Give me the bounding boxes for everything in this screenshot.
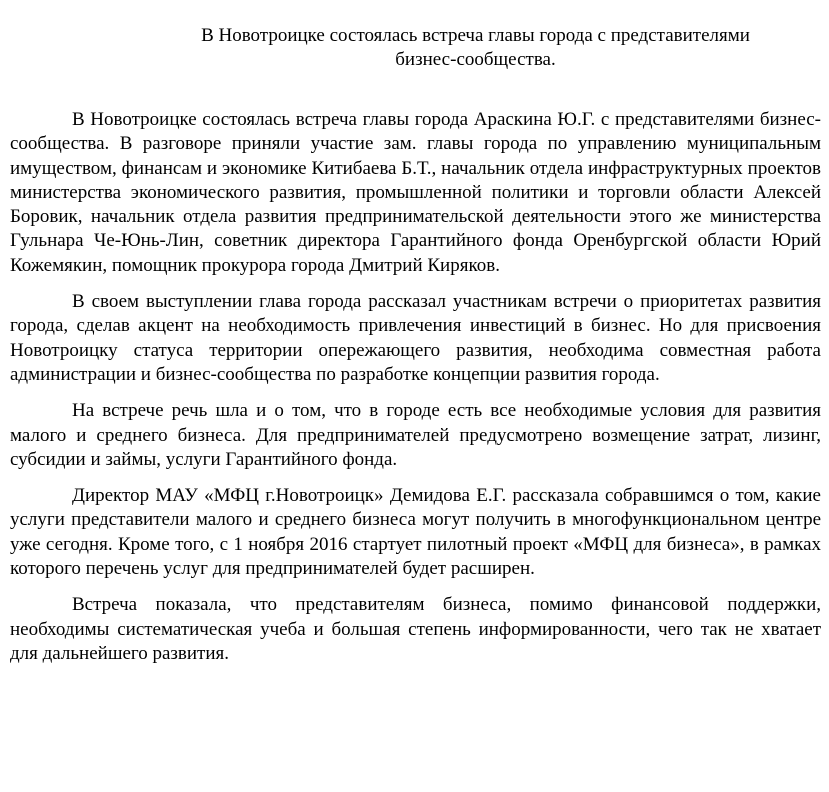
paragraph-meeting-participants: В Новотроицке состоялась встреча главы города Араскина Ю.Г. с представителями бизнес-сообщества. В разговоре приняли участие зам. главы города по управлению муниципальным имуществом, финансам и экономике Китибаева Б.Т., начальник отдела инфраструктурных проектов министерства экономического развития, промышленной политики и торговли области Алексей Боровик, начальник отдела развития предпринимательской деятельности этого же министерства Гульнара Че-Юнь-Лин, советник директора Гарантийного фонда Оренбургской области Юрий Кожемякин, помощник прокурора города Дмитрий Киряков. bbox=[10, 109, 821, 276]
title-line: В Новотроицке состоялась встреча главы города с представителями bbox=[201, 25, 750, 46]
paragraph-conclusion: Встреча показала, что представителям бизнеса, помимо финансовой поддержки, необходимы систематическая учеба и большая степень информированности, чего так не хватает для дальнейшего развития. bbox=[10, 594, 821, 664]
document-title bbox=[10, 24, 821, 72]
paragraph-business-support: На встрече речь шла и о том, что в городе есть все необходимые условия для развития малого и среднего бизнеса. Для предпринимателей предусмотрено возмещение затрат, лизинг, субсидии и займы, услуги Гарантийного фонда. bbox=[10, 400, 821, 470]
paragraph-mfc-services: Директор МАУ «МФЦ г.Новотроицк» Демидова Е.Г. рассказала собравшимся о том, какие услуги представители малого и среднего бизнеса могут получить в многофункциональном центре уже сегодня. Кроме того, с 1 ноября 2016 стартует пилотный проект «МФЦ для бизнеса», в рамках которого перечень услуг для предпринимателей будет расширен. bbox=[10, 485, 821, 580]
document-body bbox=[10, 108, 821, 666]
title-line: бизнес-сообщества. bbox=[395, 49, 556, 70]
paragraph-city-priorities: В своем выступлении глава города рассказал участникам встречи о приоритетах развития города, сделав акцент на необходимость привлечения инвестиций в бизнес. Но для присвоения Новотроицку статуса территории опережающего развития, необходима совместная работа администрации и бизнес-сообщества по разработке концепции развития города. bbox=[10, 291, 821, 385]
